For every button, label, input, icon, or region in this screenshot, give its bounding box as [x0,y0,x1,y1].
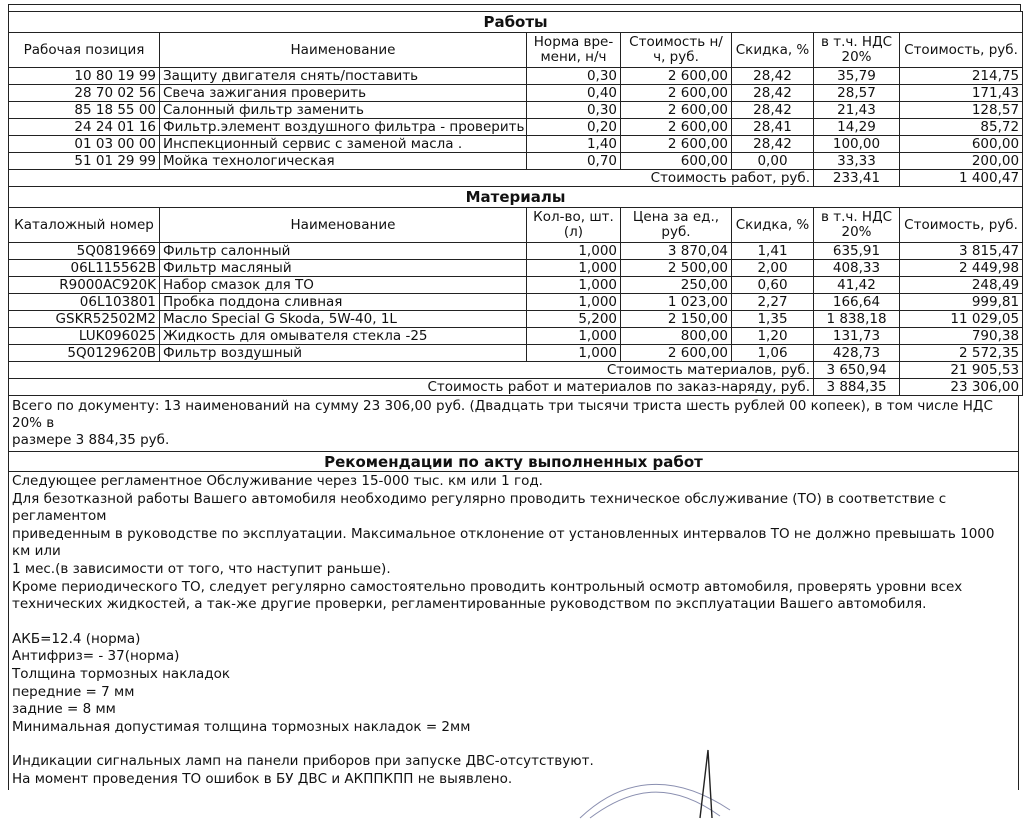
materials-cell: 1,000 [527,243,621,260]
works-header-0: Рабочая позиция [9,33,160,68]
document-sheet [8,4,1023,790]
materials-cell: 1,000 [527,260,621,277]
materials-cell: 2 150,00 [621,311,732,328]
works-cell: 85,72 [900,119,1023,136]
materials-cell: Масло Special G Skoda, 5W-40, 1L [160,311,527,328]
materials-cell: 800,00 [621,328,732,345]
works-cell: 214,75 [900,68,1023,85]
recommendation-line: Индикации сигнальных ламп на панели приборов при запуске ДВС-отсутствуют. [12,753,594,770]
works-cell: 0,00 [732,153,814,170]
works-cell: 2 600,00 [621,119,732,136]
materials-header-0: Каталожный номер [9,208,160,243]
works-cell: Защиту двигателя снять/поставить [160,68,527,85]
works-cell: 14,29 [814,119,900,136]
materials-cell: 2 500,00 [621,260,732,277]
materials-cell: 1,000 [527,345,621,362]
works-cell: Свеча зажигания проверить [160,85,527,102]
materials-cell: 999,81 [900,294,1023,311]
works-cell: 200,00 [900,153,1023,170]
works-cell: 2 600,00 [621,102,732,119]
materials-title: Материалы [9,187,1023,208]
works-header-2: Норма вре-мени, н/ч [527,33,621,68]
materials-cell: 1 838,18 [814,311,900,328]
works-cell: Салонный фильтр заменить [160,102,527,119]
works-cell: 2 600,00 [621,68,732,85]
materials-cell: 408,33 [814,260,900,277]
materials-header-2: Кол-во, шт. (л) [527,208,621,243]
recommendation-line: Кроме периодического ТО, следует регулярно самостоятельно проводить контрольный осмотр автомобиля, проверять уровни всех [12,578,963,595]
works-cell: 10 80 19 99 [9,68,160,85]
table-row [9,119,1023,136]
materials-cell: 635,91 [814,243,900,260]
table-row [9,311,1023,328]
table-row [9,102,1023,119]
works-cell: 28,42 [732,68,814,85]
materials-cell: 5Q0819669 [9,243,160,260]
materials-cell: Набор смазок для ТО [160,277,527,294]
document-summary [8,396,1019,452]
materials-cell: 1,41 [732,243,814,260]
recommendation-line: Толщина тормозных накладок [12,665,230,682]
works-header-6: Стоимость, руб. [900,33,1023,68]
works-cell: 28,57 [814,85,900,102]
recommendation-line: технических жидкостей, а так-же другие проверки, регламентированные руководством по эксплуатации Вашего автомобиля. [12,596,927,613]
table-row [9,68,1023,85]
materials-cell: 5,200 [527,311,621,328]
works-cell: 0,70 [527,153,621,170]
top-border [8,4,1021,11]
works-cell: 0,20 [527,119,621,136]
materials-cell: 1,20 [732,328,814,345]
stamp-and-signature-mark [560,740,760,820]
table-row [9,260,1023,277]
materials-header-6: Стоимость, руб. [900,208,1023,243]
works-cell: 0,40 [527,85,621,102]
materials-cell: 1,35 [732,311,814,328]
recommendations-title: Рекомендации по акту выполненных работ [8,452,1019,472]
works-cell: 28 70 02 56 [9,85,160,102]
materials-cell: Фильтр масляный [160,260,527,277]
grand-total-sum: 23 306,00 [900,379,1023,396]
recommendation-line: приведенным в руководстве по эксплуатации. Максимальное отклонение от установленных интервалов ТО не должно превышать 1000 км или [12,525,995,560]
works-total-vat: 233,41 [814,170,900,187]
works-cell: Мойка технологическая [160,153,527,170]
table-row [9,328,1023,345]
works-header-5: в т.ч. НДС 20% [814,33,900,68]
works-header-3: Стоимость н/ч, руб. [621,33,732,68]
materials-cell: 3 870,04 [621,243,732,260]
materials-total-vat: 3 650,94 [814,362,900,379]
materials-cell: Фильтр салонный [160,243,527,260]
materials-total-label: Стоимость материалов, руб. [9,362,814,379]
table-row [9,345,1023,362]
works-cell: 28,42 [732,85,814,102]
materials-cell: 2,00 [732,260,814,277]
materials-cell: Жидкость для омывателя стекла -25 [160,328,527,345]
grand-total-label: Стоимость работ и материалов по заказ-наряду, руб. [9,379,814,396]
materials-cell: Фильтр воздушный [160,345,527,362]
materials-cell: 1 023,00 [621,294,732,311]
materials-header-1: Наименование [160,208,527,243]
works-table [8,11,1023,187]
materials-cell: 1,000 [527,328,621,345]
table-row [9,277,1023,294]
table-row [9,85,1023,102]
grand-total-vat: 3 884,35 [814,379,900,396]
works-cell: 21,43 [814,102,900,119]
works-header-4: Скидка, % [732,33,814,68]
materials-header-5: в т.ч. НДС 20% [814,208,900,243]
recommendation-line [12,614,1015,631]
works-cell: 01 03 00 00 [9,136,160,153]
works-cell: 0,30 [527,102,621,119]
works-cell: 171,43 [900,85,1023,102]
table-row [9,136,1023,153]
works-cell: 600,00 [621,153,732,170]
materials-cell: 1,06 [732,345,814,362]
materials-total-sum: 21 905,53 [900,362,1023,379]
works-cell: 1,40 [527,136,621,153]
materials-header-4: Скидка, % [732,208,814,243]
summary-line-1: Всего по документу: 13 наименований на сумму 23 306,00 руб. (Двадцать три тысячи триста шесть рублей 00 копеек), в том числе НДС 20% в [12,398,993,431]
works-cell: 600,00 [900,136,1023,153]
materials-cell: 2,27 [732,294,814,311]
materials-cell: 248,49 [900,277,1023,294]
materials-cell: 06L103801 [9,294,160,311]
recommendation-line: Следующее регламентное Обслуживание через 15-000 тыс. км или 1 год. [12,473,543,489]
recommendation-line: На момент проведения ТО ошибок в БУ ДВС и АКППКПП не выявлено. [12,770,513,787]
recommendation-line [12,736,1015,753]
recommendation-line: Антифриз= - 37(норма) [12,648,180,665]
works-cell: 33,33 [814,153,900,170]
works-header-1: Наименование [160,33,527,68]
materials-cell: 11 029,05 [900,311,1023,328]
works-cell: 35,79 [814,68,900,85]
works-cell: 0,30 [527,68,621,85]
summary-line-2: размере 3 884,35 руб. [12,432,170,448]
recommendation-line: Минимальная допустимая толщина тормозных накладок = 2мм [12,718,471,735]
materials-cell: 2 449,98 [900,260,1023,277]
works-cell: 24 24 01 16 [9,119,160,136]
materials-cell: LUK096025 [9,328,160,345]
materials-cell: 3 815,47 [900,243,1023,260]
materials-cell: 2 600,00 [621,345,732,362]
works-title: Работы [9,12,1023,33]
table-row [9,294,1023,311]
materials-cell: R9000AC920K [9,277,160,294]
materials-cell: 790,38 [900,328,1023,345]
materials-table [8,187,1023,396]
recommendation-line: 1 мес.(в зависимости от того, что наступит раньше). [12,560,391,577]
table-row [9,243,1023,260]
materials-cell: 428,73 [814,345,900,362]
recommendation-line: передние = 7 мм [12,683,135,700]
materials-cell: 1,000 [527,294,621,311]
works-cell: 2 600,00 [621,136,732,153]
materials-cell: GSKR52502M2 [9,311,160,328]
works-cell: 28,42 [732,136,814,153]
recommendation-line: задние = 8 мм [12,701,116,718]
materials-cell: 131,73 [814,328,900,345]
recommendation-line: Для безотказной работы Вашего автомобиля необходимо регулярно проводить техническое обслуживание (ТО) в соответствие с регламентом [12,490,947,525]
materials-cell: Пробка поддона сливная [160,294,527,311]
works-cell: 2 600,00 [621,85,732,102]
materials-cell: 06L115562B [9,260,160,277]
works-total-label: Стоимость работ, руб. [9,170,814,187]
materials-cell: 250,00 [621,277,732,294]
recommendation-line: АКБ=12.4 (норма) [12,630,141,647]
works-cell: 85 18 55 00 [9,102,160,119]
materials-header-3: Цена за ед., руб. [621,208,732,243]
works-total-sum: 1 400,47 [900,170,1023,187]
works-cell: 28,42 [732,102,814,119]
works-cell: Инспекционный сервис с заменой масла . [160,136,527,153]
works-cell: 28,41 [732,119,814,136]
works-cell: 51 01 29 99 [9,153,160,170]
works-cell: Фильтр.элемент воздушного фильтра - проверить [160,119,527,136]
materials-cell: 0,60 [732,277,814,294]
materials-cell: 41,42 [814,277,900,294]
works-cell: 100,00 [814,136,900,153]
materials-cell: 166,64 [814,294,900,311]
works-cell: 128,57 [900,102,1023,119]
materials-cell: 5Q0129620B [9,345,160,362]
materials-cell: 1,000 [527,277,621,294]
table-row [9,153,1023,170]
recommendations-body [8,472,1019,790]
materials-cell: 2 572,35 [900,345,1023,362]
